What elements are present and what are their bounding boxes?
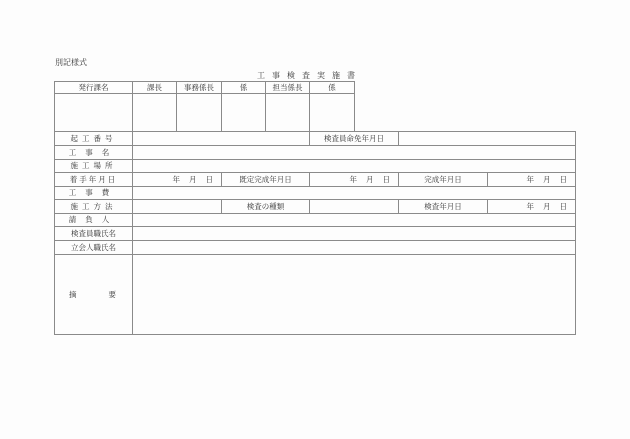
label-construction-method: 施工方法: [54, 199, 133, 214]
approval-header-staff-2: 係: [309, 81, 355, 94]
start-date-year-label: 年: [172, 174, 180, 184]
field-inspection-date[interactable]: [487, 199, 576, 214]
label-construction-number: 起工番号: [54, 131, 133, 146]
start-date-day-label: 日: [205, 174, 213, 184]
approval-stamp-admin-chief[interactable]: [176, 93, 222, 132]
scheduled-completion-month-label: 月: [366, 174, 374, 184]
summary-label-left: 摘: [69, 289, 77, 299]
field-construction-name[interactable]: [132, 145, 576, 160]
field-inspector-name[interactable]: [132, 226, 576, 241]
inspection-day-label: 日: [559, 201, 567, 211]
label-inspector-name: 検査員職氏名: [54, 226, 133, 241]
field-contractor[interactable]: [132, 213, 576, 227]
field-start-date[interactable]: [132, 172, 222, 187]
approval-header-staff-1: 係: [221, 81, 266, 94]
field-inspection-type[interactable]: [309, 199, 399, 214]
document-title: 工事検査実施書: [257, 71, 362, 80]
label-inspection-date: 検査年月日: [398, 199, 488, 214]
approval-stamp-issuing-section[interactable]: [54, 93, 133, 132]
label-inspection-type: 検査の種類: [221, 199, 310, 214]
completion-year-label: 年: [526, 174, 534, 184]
field-scheduled-completion-date[interactable]: [309, 172, 399, 187]
form-label: 別記様式: [55, 58, 87, 67]
inspection-year-label: 年: [526, 201, 534, 211]
label-start-date: 着手年月日: [54, 172, 133, 187]
label-summary: [54, 254, 133, 335]
approval-stamp-section-chief[interactable]: [132, 93, 177, 132]
completion-day-label: 日: [559, 174, 567, 184]
completion-month-label: 月: [543, 174, 551, 184]
label-scheduled-completion-date: 既定完成年月日: [221, 172, 310, 187]
label-construction-name: 工事名: [54, 145, 133, 160]
field-construction-site[interactable]: [132, 159, 576, 173]
scheduled-completion-year-label: 年: [349, 174, 357, 184]
inspection-month-label: 月: [543, 201, 551, 211]
label-construction-site: 施工場所: [54, 159, 133, 173]
approval-header-issuing-section: 発行課名: [54, 81, 133, 94]
label-contractor: 請負人: [54, 213, 133, 227]
approval-stamp-staff-2[interactable]: [309, 93, 355, 132]
field-construction-cost[interactable]: [132, 186, 576, 200]
label-inspector-appointment-date: 検査員命免年月日: [309, 131, 399, 146]
start-date-month-label: 月: [189, 174, 197, 184]
summary-label-right: 要: [108, 289, 116, 299]
label-completion-date: 完成年月日: [398, 172, 488, 187]
field-witness-name[interactable]: [132, 240, 576, 255]
label-construction-cost: 工事費: [54, 186, 133, 200]
field-completion-date[interactable]: [487, 172, 576, 187]
field-construction-method[interactable]: [132, 199, 222, 214]
field-construction-number[interactable]: [132, 131, 310, 146]
approval-header-admin-chief: 事務係長: [176, 81, 222, 94]
approval-header-section-chief: 課長: [132, 81, 177, 94]
label-witness-name: 立会人職氏名: [54, 240, 133, 255]
approval-stamp-charge-chief[interactable]: [265, 93, 310, 132]
scheduled-completion-day-label: 日: [382, 174, 390, 184]
approval-stamp-staff-1[interactable]: [221, 93, 266, 132]
field-summary[interactable]: [132, 254, 576, 335]
field-inspector-appointment-date[interactable]: [398, 131, 576, 146]
approval-header-charge-chief: 担当係長: [265, 81, 310, 94]
